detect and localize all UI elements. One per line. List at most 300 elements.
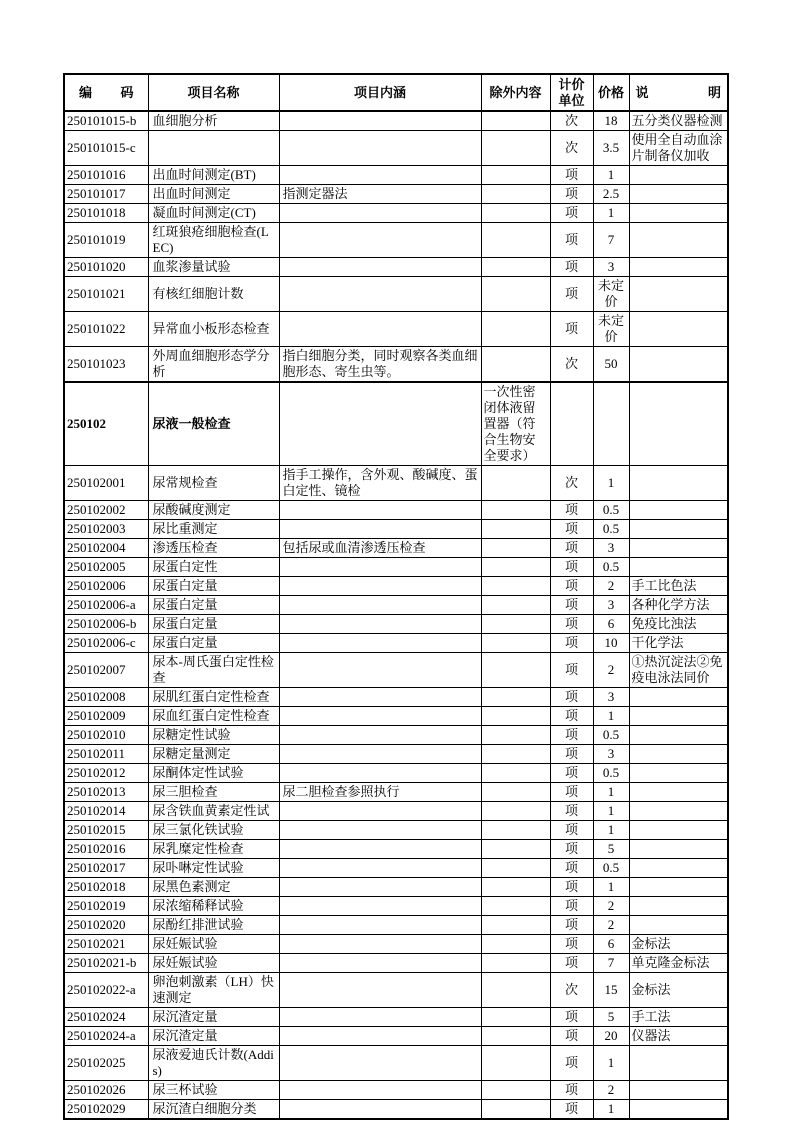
cell-excluded bbox=[481, 558, 550, 577]
cell-content bbox=[279, 1100, 481, 1120]
cell-content bbox=[279, 596, 481, 615]
column-header-excluded: 除外内容 bbox=[481, 74, 550, 111]
table-row bbox=[64, 653, 728, 688]
cell-unit: 项 bbox=[550, 688, 593, 707]
cell-content bbox=[279, 615, 481, 634]
cell-price: 0.5 bbox=[593, 520, 629, 539]
cell-code: 250102012 bbox=[64, 764, 148, 783]
cell-content: 尿二胆检查参照执行 bbox=[279, 783, 481, 802]
cell-price: 未定价 bbox=[593, 312, 629, 347]
cell-code: 250101022 bbox=[64, 312, 148, 347]
cell-price: 2 bbox=[593, 1081, 629, 1100]
cell-code: 250101015-c bbox=[64, 131, 148, 166]
cell-excluded bbox=[481, 111, 550, 131]
cell-name bbox=[148, 131, 279, 166]
cell-unit: 项 bbox=[550, 277, 593, 312]
cell-unit: 次 bbox=[550, 973, 593, 1008]
cell-content bbox=[279, 707, 481, 726]
cell-unit: 次 bbox=[550, 347, 593, 383]
cell-unit: 项 bbox=[550, 821, 593, 840]
cell-price: 3 bbox=[593, 745, 629, 764]
cell-code: 250102025 bbox=[64, 1046, 148, 1081]
cell-unit: 项 bbox=[550, 223, 593, 258]
cell-unit: 项 bbox=[550, 783, 593, 802]
cell-name: 尿黑色素测定 bbox=[148, 878, 279, 897]
table-row bbox=[64, 764, 728, 783]
column-header-code: 编 码 bbox=[64, 74, 148, 111]
cell-price: 1 bbox=[593, 821, 629, 840]
cell-note bbox=[629, 223, 728, 258]
cell-name: 尿液爱迪氏计数(Addis) bbox=[148, 1046, 279, 1081]
cell-content bbox=[279, 204, 481, 223]
cell-name: 尿妊娠试验 bbox=[148, 954, 279, 973]
cell-name: 尿蛋白定量 bbox=[148, 577, 279, 596]
cell-unit: 项 bbox=[550, 764, 593, 783]
cell-excluded bbox=[481, 707, 550, 726]
table-row bbox=[64, 347, 728, 383]
cell-excluded bbox=[481, 653, 550, 688]
cell-note bbox=[629, 783, 728, 802]
cell-name: 尿蛋白定量 bbox=[148, 596, 279, 615]
cell-excluded bbox=[481, 878, 550, 897]
cell-content bbox=[279, 897, 481, 916]
cell-unit: 项 bbox=[550, 897, 593, 916]
cell-excluded bbox=[481, 347, 550, 383]
cell-content bbox=[279, 577, 481, 596]
cell-name: 尿沉渣定量 bbox=[148, 1027, 279, 1046]
cell-excluded bbox=[481, 821, 550, 840]
cell-content bbox=[279, 277, 481, 312]
cell-content bbox=[279, 764, 481, 783]
cell-excluded bbox=[481, 859, 550, 878]
cell-excluded bbox=[481, 277, 550, 312]
cell-code: 250102021-b bbox=[64, 954, 148, 973]
cell-name: 凝血时间测定(CT) bbox=[148, 204, 279, 223]
cell-price: 1 bbox=[593, 802, 629, 821]
cell-unit: 项 bbox=[550, 520, 593, 539]
column-header-name: 项目名称 bbox=[148, 74, 279, 111]
cell-content bbox=[279, 1008, 481, 1027]
cell-price: 0.5 bbox=[593, 764, 629, 783]
cell-price: 15 bbox=[593, 973, 629, 1008]
cell-code: 250101018 bbox=[64, 204, 148, 223]
cell-content bbox=[279, 688, 481, 707]
cell-code: 250101020 bbox=[64, 258, 148, 277]
cell-unit: 项 bbox=[550, 878, 593, 897]
cell-name: 尿本-周氏蛋白定性检查 bbox=[148, 653, 279, 688]
cell-code: 250102003 bbox=[64, 520, 148, 539]
cell-price: 3 bbox=[593, 688, 629, 707]
table-row bbox=[64, 312, 728, 347]
cell-excluded bbox=[481, 634, 550, 653]
table-row bbox=[64, 802, 728, 821]
table-row bbox=[64, 131, 728, 166]
cell-content bbox=[279, 111, 481, 131]
cell-price: 2 bbox=[593, 653, 629, 688]
cell-note bbox=[629, 764, 728, 783]
cell-note bbox=[629, 821, 728, 840]
cell-name: 异常血小板形态检查 bbox=[148, 312, 279, 347]
cell-excluded bbox=[481, 1046, 550, 1081]
cell-price: 50 bbox=[593, 347, 629, 383]
table-row bbox=[64, 166, 728, 185]
cell-code: 250102004 bbox=[64, 539, 148, 558]
cell-excluded bbox=[481, 258, 550, 277]
cell-code: 250102013 bbox=[64, 783, 148, 802]
cell-excluded bbox=[481, 840, 550, 859]
cell-unit: 项 bbox=[550, 1081, 593, 1100]
table-row bbox=[64, 596, 728, 615]
cell-code: 250102015 bbox=[64, 821, 148, 840]
cell-unit: 项 bbox=[550, 653, 593, 688]
cell-name: 尿沉渣白细胞分类 bbox=[148, 1100, 279, 1120]
section-header-row bbox=[64, 382, 728, 466]
cell-unit: 项 bbox=[550, 166, 593, 185]
cell-excluded bbox=[481, 596, 550, 615]
cell-code: 250102006-b bbox=[64, 615, 148, 634]
cell-name: 尿肌红蛋白定性检查 bbox=[148, 688, 279, 707]
cell-unit: 项 bbox=[550, 935, 593, 954]
cell-excluded bbox=[481, 802, 550, 821]
cell-note bbox=[629, 501, 728, 520]
cell-unit: 项 bbox=[550, 501, 593, 520]
table-row bbox=[64, 859, 728, 878]
cell-code: 250101015-b bbox=[64, 111, 148, 131]
table-row bbox=[64, 745, 728, 764]
cell-code: 250102024-a bbox=[64, 1027, 148, 1046]
cell-unit bbox=[550, 382, 593, 466]
cell-content bbox=[279, 131, 481, 166]
table-row bbox=[64, 1008, 728, 1027]
cell-excluded: 一次性密闭体液留置器（符合生物安全要求） bbox=[481, 382, 550, 466]
cell-name: 渗透压检查 bbox=[148, 539, 279, 558]
cell-code: 250102017 bbox=[64, 859, 148, 878]
cell-price: 1 bbox=[593, 1100, 629, 1120]
table-row bbox=[64, 577, 728, 596]
cell-note: 免疫比浊法 bbox=[629, 615, 728, 634]
cell-unit: 项 bbox=[550, 1027, 593, 1046]
cell-price: 2 bbox=[593, 897, 629, 916]
cell-excluded bbox=[481, 897, 550, 916]
cell-name: 尿含铁血黄素定性试 bbox=[148, 802, 279, 821]
cell-name: 尿糖定量测定 bbox=[148, 745, 279, 764]
cell-name: 尿酸碱度测定 bbox=[148, 501, 279, 520]
cell-code: 250102020 bbox=[64, 916, 148, 935]
cell-name: 血浆渗量试验 bbox=[148, 258, 279, 277]
cell-content bbox=[279, 859, 481, 878]
table-row bbox=[64, 185, 728, 204]
cell-content bbox=[279, 745, 481, 764]
cell-excluded bbox=[481, 783, 550, 802]
cell-unit: 项 bbox=[550, 707, 593, 726]
cell-note bbox=[629, 558, 728, 577]
table-row bbox=[64, 1046, 728, 1081]
cell-name: 尿酮体定性试验 bbox=[148, 764, 279, 783]
cell-name: 尿乳糜定性检查 bbox=[148, 840, 279, 859]
cell-excluded bbox=[481, 223, 550, 258]
cell-price: 7 bbox=[593, 223, 629, 258]
cell-unit: 项 bbox=[550, 954, 593, 973]
cell-name: 尿常规检查 bbox=[148, 466, 279, 501]
cell-note: 单克隆金标法 bbox=[629, 954, 728, 973]
cell-excluded bbox=[481, 726, 550, 745]
cell-code: 250102005 bbox=[64, 558, 148, 577]
cell-note: 手工比色法 bbox=[629, 577, 728, 596]
cell-code: 250102006-a bbox=[64, 596, 148, 615]
cell-note bbox=[629, 539, 728, 558]
cell-content bbox=[279, 802, 481, 821]
cell-code: 250102006 bbox=[64, 577, 148, 596]
cell-name: 尿三杯试验 bbox=[148, 1081, 279, 1100]
cell-excluded bbox=[481, 539, 550, 558]
cell-note bbox=[629, 520, 728, 539]
cell-price: 1 bbox=[593, 166, 629, 185]
table-row bbox=[64, 688, 728, 707]
table-row bbox=[64, 726, 728, 745]
table-row bbox=[64, 916, 728, 935]
cell-note bbox=[629, 277, 728, 312]
cell-name: 出血时间测定(BT) bbox=[148, 166, 279, 185]
cell-excluded bbox=[481, 520, 550, 539]
table-row bbox=[64, 204, 728, 223]
cell-content: 指手工操作，含外观、酸碱度、蛋白定性、镜检 bbox=[279, 466, 481, 501]
cell-note bbox=[629, 916, 728, 935]
cell-unit: 项 bbox=[550, 558, 593, 577]
cell-code: 250101016 bbox=[64, 166, 148, 185]
cell-unit: 项 bbox=[550, 577, 593, 596]
table-row bbox=[64, 707, 728, 726]
cell-price: 7 bbox=[593, 954, 629, 973]
table-row bbox=[64, 223, 728, 258]
column-header-unit: 计价单位 bbox=[550, 74, 593, 111]
cell-code: 250102008 bbox=[64, 688, 148, 707]
cell-unit: 项 bbox=[550, 204, 593, 223]
cell-content bbox=[279, 558, 481, 577]
cell-name: 有核红细胞计数 bbox=[148, 277, 279, 312]
cell-unit: 次 bbox=[550, 131, 593, 166]
cell-name: 尿蛋白定性 bbox=[148, 558, 279, 577]
cell-price: 2 bbox=[593, 577, 629, 596]
cell-content bbox=[279, 223, 481, 258]
cell-content bbox=[279, 520, 481, 539]
table-row bbox=[64, 935, 728, 954]
cell-excluded bbox=[481, 131, 550, 166]
cell-content bbox=[279, 935, 481, 954]
cell-content bbox=[279, 840, 481, 859]
table-row bbox=[64, 615, 728, 634]
cell-excluded bbox=[481, 745, 550, 764]
cell-note bbox=[629, 166, 728, 185]
cell-price: 1 bbox=[593, 878, 629, 897]
cell-content: 指测定器法 bbox=[279, 185, 481, 204]
table-row bbox=[64, 258, 728, 277]
cell-code: 250102002 bbox=[64, 501, 148, 520]
cell-note bbox=[629, 878, 728, 897]
cell-name: 尿妊娠试验 bbox=[148, 935, 279, 954]
cell-price: 1 bbox=[593, 466, 629, 501]
cell-price: 1 bbox=[593, 204, 629, 223]
cell-code: 250102022-a bbox=[64, 973, 148, 1008]
cell-content bbox=[279, 726, 481, 745]
cell-price: 10 bbox=[593, 634, 629, 653]
cell-price: 0.5 bbox=[593, 726, 629, 745]
cell-content bbox=[279, 166, 481, 185]
cell-note bbox=[629, 840, 728, 859]
cell-code: 250102029 bbox=[64, 1100, 148, 1120]
cell-name: 出血时间测定 bbox=[148, 185, 279, 204]
column-header-note: 说 明 bbox=[629, 74, 728, 111]
cell-name: 红斑狼疮细胞检查(LEC) bbox=[148, 223, 279, 258]
cell-price: 6 bbox=[593, 615, 629, 634]
cell-price: 未定价 bbox=[593, 277, 629, 312]
table-row bbox=[64, 897, 728, 916]
cell-code: 250102006-c bbox=[64, 634, 148, 653]
cell-excluded bbox=[481, 577, 550, 596]
cell-code: 250101023 bbox=[64, 347, 148, 383]
cell-name: 尿浓缩稀释试验 bbox=[148, 897, 279, 916]
cell-content bbox=[279, 501, 481, 520]
cell-name: 尿卟啉定性试验 bbox=[148, 859, 279, 878]
cell-name: 尿血红蛋白定性检查 bbox=[148, 707, 279, 726]
cell-unit: 项 bbox=[550, 745, 593, 764]
cell-note bbox=[629, 312, 728, 347]
cell-excluded bbox=[481, 466, 550, 501]
table-row bbox=[64, 539, 728, 558]
cell-content bbox=[279, 634, 481, 653]
cell-note bbox=[629, 185, 728, 204]
cell-unit: 项 bbox=[550, 840, 593, 859]
cell-price: 20 bbox=[593, 1027, 629, 1046]
cell-code: 250101021 bbox=[64, 277, 148, 312]
cell-code: 250102021 bbox=[64, 935, 148, 954]
cell-unit: 项 bbox=[550, 1100, 593, 1120]
cell-code: 250102007 bbox=[64, 653, 148, 688]
cell-excluded bbox=[481, 954, 550, 973]
cell-name: 尿三胆检查 bbox=[148, 783, 279, 802]
table-row bbox=[64, 1081, 728, 1100]
cell-unit: 项 bbox=[550, 1046, 593, 1081]
cell-note: 干化学法 bbox=[629, 634, 728, 653]
cell-price: 6 bbox=[593, 935, 629, 954]
cell-content bbox=[279, 954, 481, 973]
cell-unit: 项 bbox=[550, 726, 593, 745]
cell-excluded bbox=[481, 1008, 550, 1027]
cell-code: 250102018 bbox=[64, 878, 148, 897]
cell-note bbox=[629, 1081, 728, 1100]
cell-content bbox=[279, 1027, 481, 1046]
cell-excluded bbox=[481, 688, 550, 707]
cell-code: 250102016 bbox=[64, 840, 148, 859]
cell-content bbox=[279, 653, 481, 688]
cell-code: 250101019 bbox=[64, 223, 148, 258]
cell-note bbox=[629, 204, 728, 223]
cell-price: 2.5 bbox=[593, 185, 629, 204]
cell-price: 5 bbox=[593, 1008, 629, 1027]
cell-note bbox=[629, 347, 728, 383]
cell-code: 250102024 bbox=[64, 1008, 148, 1027]
table-row bbox=[64, 1100, 728, 1120]
cell-excluded bbox=[481, 204, 550, 223]
cell-excluded bbox=[481, 1027, 550, 1046]
cell-code: 250101017 bbox=[64, 185, 148, 204]
cell-excluded bbox=[481, 185, 550, 204]
cell-note: ①热沉淀法②免疫电泳法同价 bbox=[629, 653, 728, 688]
cell-excluded bbox=[481, 1100, 550, 1120]
cell-unit: 项 bbox=[550, 1008, 593, 1027]
cell-note bbox=[629, 802, 728, 821]
table-row bbox=[64, 277, 728, 312]
header-row bbox=[64, 74, 728, 111]
cell-price: 1 bbox=[593, 707, 629, 726]
cell-code: 250102011 bbox=[64, 745, 148, 764]
cell-unit: 项 bbox=[550, 185, 593, 204]
cell-unit: 项 bbox=[550, 596, 593, 615]
cell-unit: 项 bbox=[550, 859, 593, 878]
cell-unit: 项 bbox=[550, 634, 593, 653]
cell-price: 2 bbox=[593, 916, 629, 935]
table-row bbox=[64, 520, 728, 539]
cell-name: 血细胞分析 bbox=[148, 111, 279, 131]
table-row bbox=[64, 111, 728, 131]
cell-note bbox=[629, 382, 728, 466]
cell-content bbox=[279, 821, 481, 840]
table-row bbox=[64, 634, 728, 653]
cell-unit: 项 bbox=[550, 539, 593, 558]
cell-price: 0.5 bbox=[593, 558, 629, 577]
cell-price: 5 bbox=[593, 840, 629, 859]
cell-code: 250102009 bbox=[64, 707, 148, 726]
cell-name: 尿蛋白定量 bbox=[148, 615, 279, 634]
cell-excluded bbox=[481, 615, 550, 634]
cell-excluded bbox=[481, 1081, 550, 1100]
cell-code: 250102014 bbox=[64, 802, 148, 821]
cell-code: 250102010 bbox=[64, 726, 148, 745]
cell-note: 五分类仪器检测 bbox=[629, 111, 728, 131]
cell-content bbox=[279, 312, 481, 347]
cell-price bbox=[593, 382, 629, 466]
table-row bbox=[64, 954, 728, 973]
cell-excluded bbox=[481, 935, 550, 954]
cell-code: 250102001 bbox=[64, 466, 148, 501]
cell-excluded bbox=[481, 916, 550, 935]
cell-code: 250102 bbox=[64, 382, 148, 466]
cell-code: 250102026 bbox=[64, 1081, 148, 1100]
fee-schedule-table-container bbox=[63, 73, 729, 1120]
cell-note bbox=[629, 726, 728, 745]
cell-note bbox=[629, 688, 728, 707]
cell-note bbox=[629, 258, 728, 277]
table-row bbox=[64, 840, 728, 859]
cell-name: 尿酚红排泄试验 bbox=[148, 916, 279, 935]
cell-excluded bbox=[481, 764, 550, 783]
cell-excluded bbox=[481, 501, 550, 520]
cell-price: 3 bbox=[593, 596, 629, 615]
table-row bbox=[64, 821, 728, 840]
cell-content bbox=[279, 258, 481, 277]
cell-code: 250102019 bbox=[64, 897, 148, 916]
cell-price: 1 bbox=[593, 783, 629, 802]
table-row bbox=[64, 878, 728, 897]
cell-price: 3 bbox=[593, 539, 629, 558]
cell-name: 尿液一般检查 bbox=[148, 382, 279, 466]
cell-note: 各种化学方法 bbox=[629, 596, 728, 615]
cell-name: 尿蛋白定量 bbox=[148, 634, 279, 653]
cell-unit: 项 bbox=[550, 802, 593, 821]
cell-content bbox=[279, 973, 481, 1008]
cell-excluded bbox=[481, 973, 550, 1008]
cell-unit: 项 bbox=[550, 312, 593, 347]
cell-note bbox=[629, 745, 728, 764]
